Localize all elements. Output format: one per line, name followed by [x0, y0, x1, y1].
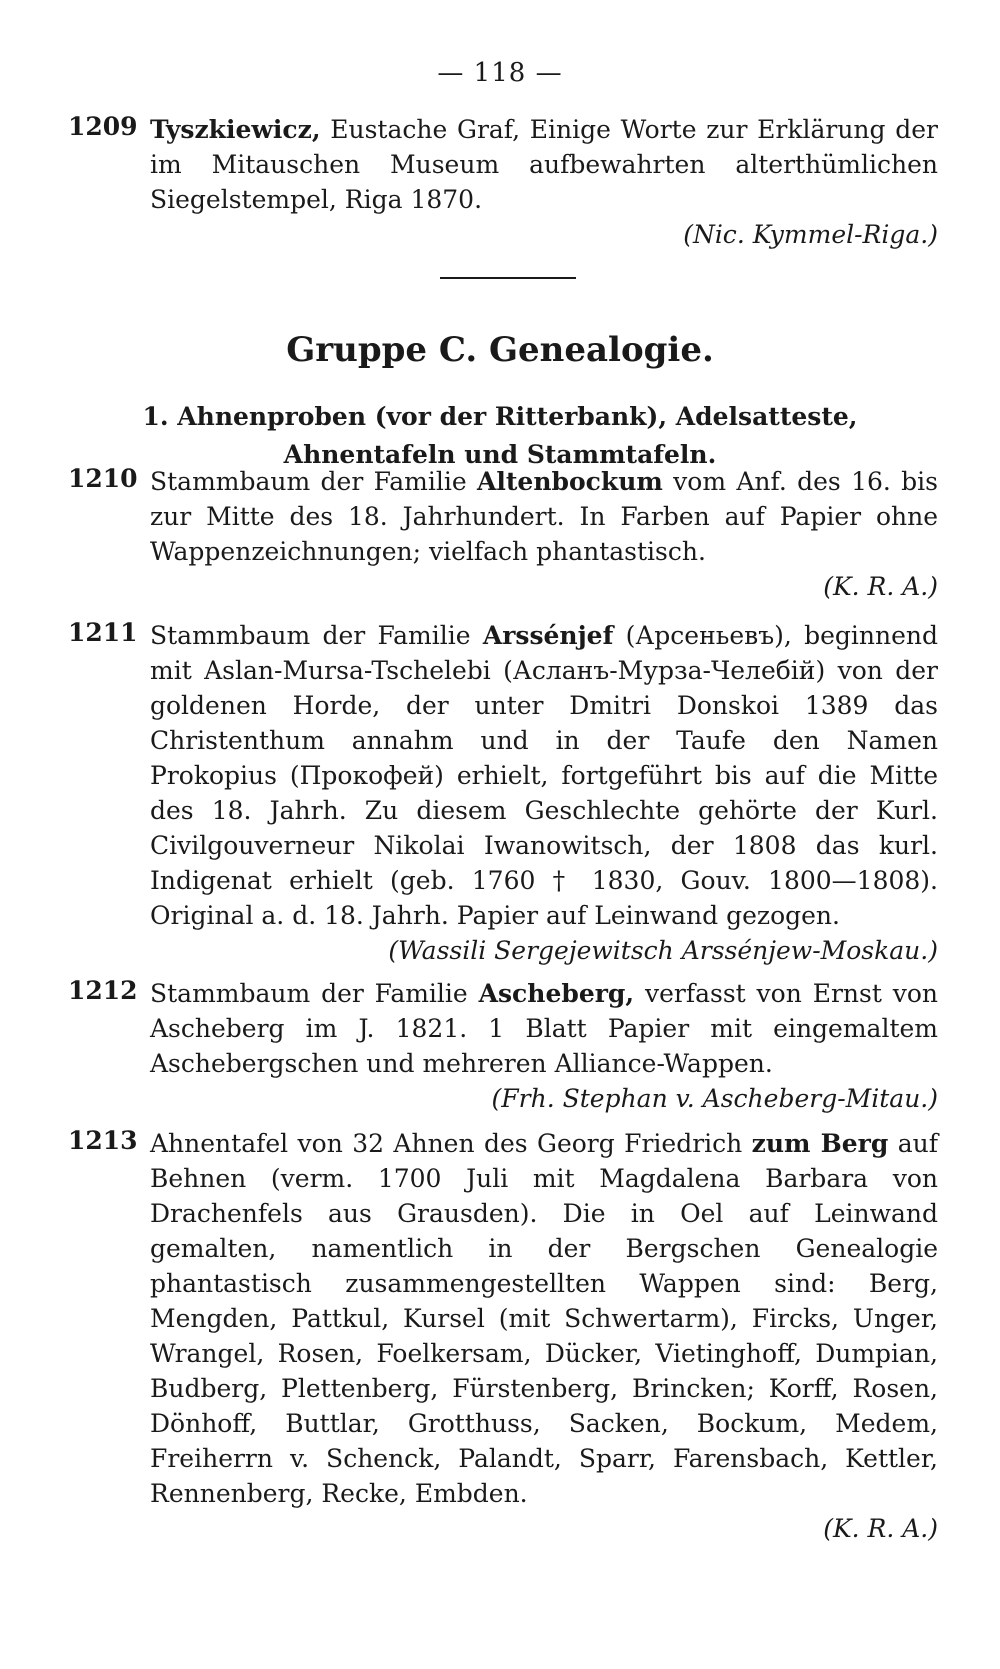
entry-body	[150, 976, 938, 1116]
entry-name: Arssénjef	[482, 621, 614, 650]
entry-source: (Nic. Kymmel-Riga.)	[683, 220, 938, 249]
entry-number: 1212	[68, 976, 138, 1005]
entry-body	[150, 464, 938, 604]
entry-prefix: Stammbaum der Familie	[150, 467, 477, 496]
entry-text: (Арсеньевъ), beginnend mit Aslan-Mursa-Tschelebi (Асланъ-Мурза-Челебій) von der goldenen Horde, der unter Dmitri Donskoi 1389 das Christenthum annahm und in der Taufe den Namen Prokopius (Прокофей) erhielt, fortgeführt bis auf die Mitte des 18. Jahrh. Zu diesem Geschlechte gehörte der Kurl. Civilgouverneur Nikolai Iwanowitsch, der 1808 das kurl. Indigenat erhielt (geb. 1760 † 1830, Gouv. 1800—1808). Original a. d. 18. Jahrh. Papier auf Leinwand gezogen.	[150, 621, 938, 930]
entry-name: Ascheberg,	[478, 979, 635, 1008]
catalog-entry-1209	[68, 112, 938, 252]
entry-text: Eustache Graf, Einige Worte zur Erklärung der im Mitauschen Museum aufbewahrten alterthümlichen Siegelstempel, Riga 1870.	[150, 115, 938, 214]
entry-name: Altenbockum	[476, 467, 663, 496]
group-title: Gruppe C. Genealogie.	[286, 330, 714, 370]
entry-source: (Frh. Stephan v. Ascheberg-Mitau.)	[491, 1084, 938, 1113]
entry-number: 1213	[68, 1126, 138, 1155]
catalog-entry-1210	[68, 464, 938, 604]
entry-body	[150, 618, 938, 968]
entry-body	[150, 112, 938, 252]
entry-number: 1211	[68, 618, 138, 647]
entry-name: zum Berg	[751, 1129, 889, 1158]
group-subtitle-line-2: Ahnentafeln und Stammtafeln.	[283, 440, 717, 469]
entry-prefix: Ahnentafel von 32 Ahnen des Georg Friedrich	[150, 1129, 752, 1158]
group-subtitle	[0, 398, 1000, 474]
catalog-entry-1213	[68, 1126, 938, 1546]
entry-body	[150, 1126, 938, 1546]
entry-source: (K. R. A.)	[823, 572, 938, 601]
catalog-entry-1211	[68, 618, 938, 968]
entry-text: auf Behnen (verm. 1700 Juli mit Magdalena Barbara von Drachenfels aus Grausden). Die in Oel auf Leinwand gemalten, namentlich in der Bergschen Genealogie phantastisch zusammengestellten Wappen sind: Berg, Mengden, Pattkul, Kursel (mit Schwertarm), Fircks, Unger, Wrangel, Rosen, Foelkersam, Dücker, Vietinghoff, Dumpian, Budberg, Plettenberg, Fürstenberg, Brincken; Korff, Rosen, Dönhoff, Buttlar, Grotthuss, Sacken, Bockum, Medem, Freiherrn v. Schenck, Palandt, Sparr, Farensbach, Kettler, Rennenberg, Recke, Embden.	[150, 1129, 938, 1508]
entry-source: (K. R. A.)	[823, 1514, 938, 1543]
entry-source: (Wassili Sergejewitsch Arssénjew-Moskau.)	[388, 936, 938, 965]
entry-prefix: Stammbaum der Familie	[150, 621, 483, 650]
page-number: — 118 —	[437, 58, 563, 88]
entry-text: vom Anf. des 16. bis zur Mitte des 18. Jahrhundert. In Farben auf Papier ohne Wappenzeichnungen; vielfach phantastisch.	[150, 467, 938, 566]
entry-prefix: Stammbaum der Familie	[150, 979, 479, 1008]
section-divider	[440, 277, 576, 279]
entry-number: 1209	[68, 112, 138, 141]
entry-number: 1210	[68, 464, 138, 493]
entry-text: verfasst von Ernst von Ascheberg im J. 1821. 1 Blatt Papier mit eingemaltem Aschebergschen und mehreren Alliance-Wappen.	[150, 979, 939, 1078]
catalog-entry-1212	[68, 976, 938, 1116]
entry-name: Tyszkiewicz,	[150, 115, 321, 144]
group-subtitle-line-1: 1. Ahnenproben (vor der Ritterbank), Adelsatteste,	[142, 402, 858, 431]
